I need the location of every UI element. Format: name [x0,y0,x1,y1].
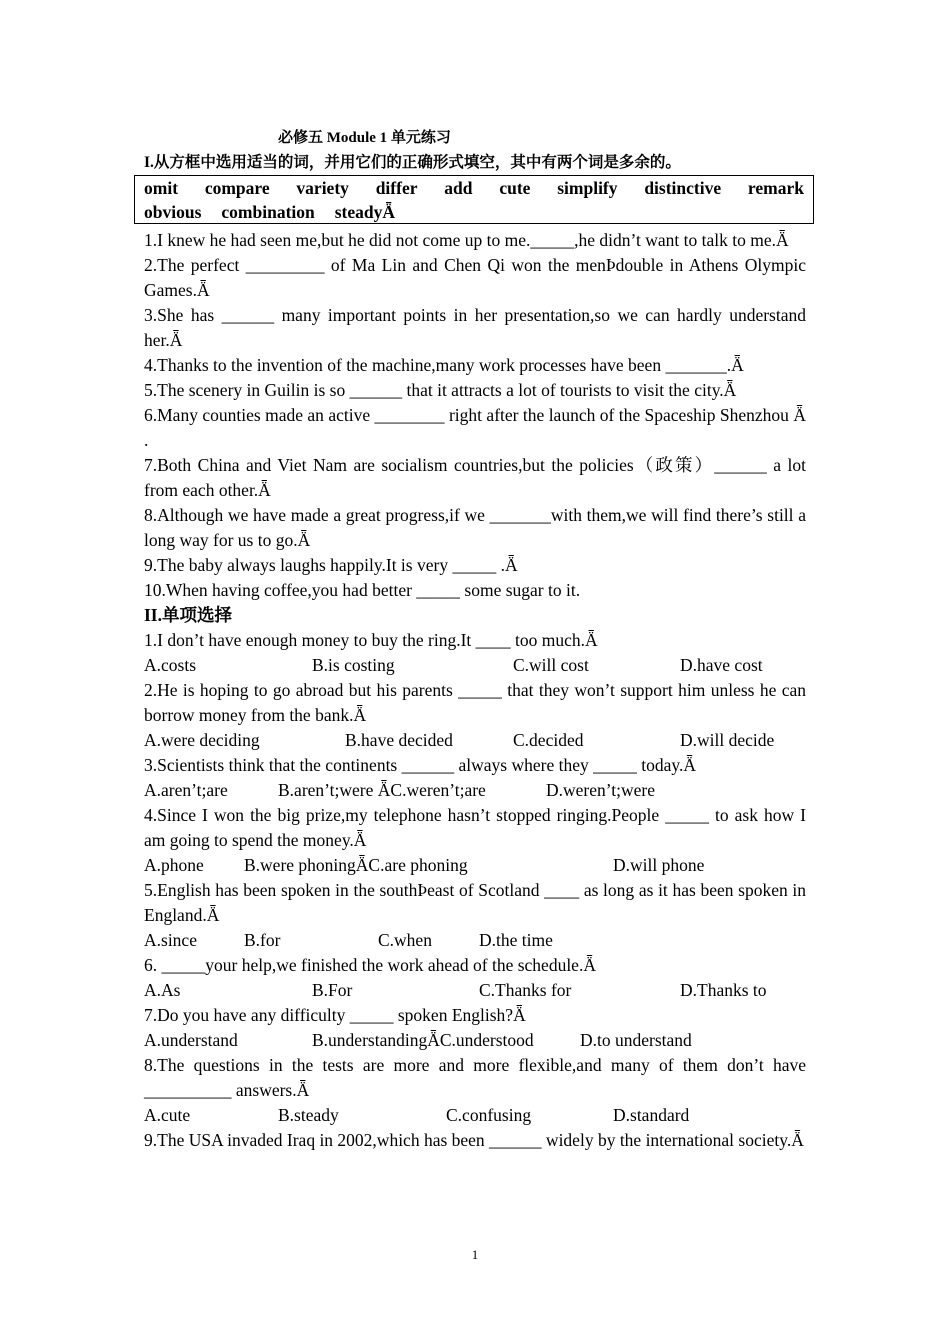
fill-item: 1.I knew he had seen me,but he did not come up to me._____,he didn’t want to talk to me.Ǟ [144,230,789,250]
page-number: 1 [471,1247,479,1262]
word: remark [747,178,804,198]
option: D.Thanks to [680,980,767,1000]
fill-item: 2.The perfect _________ of Ma Lin and Chen Qi won the menÞdouble in Athens Olympic Games.Ǟ [144,255,806,300]
word: obvious [144,202,202,222]
option: A.As [144,980,181,1000]
options [144,653,806,678]
question: 8.The questions in the tests are more and more flexible,and many of them don’t have __________ answers.Ǟ [144,1055,806,1100]
option: B.For [312,980,353,1000]
option: D.to understand [580,1030,692,1050]
option: A.understand [144,1030,238,1050]
word: differ [375,178,418,198]
fill-item: 5.The scenery in Guilin is so ______ that it attracts a lot of tourists to visit the city.Ǟ [144,380,737,400]
option: B.aren’t;were ǞC.weren’t;are [278,780,486,800]
section1-heading: I.从方框中选用适当的词，并用它们的正确形式填空，其中有两个词是多余的。 [144,154,681,171]
option: C.when [378,930,432,950]
word-box-row2 [144,202,804,223]
word: simplify [557,178,618,198]
options [144,978,806,1003]
option: C.decided [513,730,584,750]
option: A.phone [144,855,204,875]
option: B.for [244,930,281,950]
option: D.will phone [613,855,705,875]
option: D.standard [613,1105,690,1125]
fill-item: 3.She has ______ many important points in her presentation,so we can hardly understand her.Ǟ [144,305,806,350]
option: A.aren’t;are [144,780,228,800]
question: 7.Do you have any difficulty _____ spoken English?Ǟ [144,1005,526,1025]
question: 1.I don’t have enough money to buy the ring.It ____ too much.Ǟ [144,630,598,650]
option: B.were phoningǞC.are phoning [244,855,468,875]
fill-item: 8.Although we have made a great progress,if we _______with them,we will find there’s still a long way for us to go.Ǟ [144,505,806,550]
option: D.have cost [680,655,763,675]
option: B.is costing [312,655,395,675]
question: 5.English has been spoken in the southÞeast of Scotland ____ as long as it has been spoken in England.Ǟ [144,880,806,925]
fill-item: 7.Both China and Viet Nam are socialism countries,but the policies（政策）______ a lot from each other.Ǟ [144,455,806,500]
word-box [134,175,814,224]
word: steadyǞ [334,202,396,222]
option: A.were deciding [144,730,260,750]
word: cute [499,178,531,198]
option: D.weren’t;were [546,780,655,800]
option: C.confusing [446,1105,532,1125]
question: 4.Since I won the big prize,my telephone hasn’t stopped ringing.People _____ to ask how I am going to spend the money.Ǟ [144,805,806,850]
option: B.understandingǞC.understood [312,1030,534,1050]
option: B.have decided [345,730,453,750]
option: C.will cost [513,655,589,675]
option: A.costs [144,655,197,675]
question: 2.He is hoping to go abroad but his parents _____ that they won’t support him unless he can borrow money from the bank.Ǟ [144,680,806,725]
word: combination [221,202,315,222]
options [144,1028,806,1053]
word: variety [296,178,349,198]
fill-item: 10.When having coffee,you had better _____ some sugar to it. [144,580,581,600]
word: add [444,178,473,198]
options [144,778,806,803]
question: 3.Scientists think that the continents ______ always where they _____ today.Ǟ [144,755,696,775]
option: B.steady [278,1105,339,1125]
options [144,928,806,953]
fill-item: 4.Thanks to the invention of the machine,many work processes have been _______.Ǟ [144,355,744,375]
word: distinctive [644,178,722,198]
option: D.will decide [680,730,775,750]
word-box-row1 [144,178,804,199]
page-title: 必修五 Module 1 单元练习 [278,130,451,146]
option: A.since [144,930,197,950]
options [144,728,806,753]
exercise-body [144,228,806,1153]
word: omit [144,178,179,198]
word: compare [204,178,270,198]
options [144,1103,806,1128]
section2-heading: II.单项选择 [144,605,232,625]
fill-item: 6.Many counties made an active ________ right after the launch of the Spaceship Shenzhou Ǟ . [144,405,806,450]
option: C.Thanks for [479,980,572,1000]
options [144,853,806,878]
question: 6. _____your help,we finished the work ahead of the schedule.Ǟ [144,955,596,975]
option: A.cute [144,1105,191,1125]
option: D.the time [479,930,553,950]
fill-item: 9.The baby always laughs happily.It is very _____ .Ǟ [144,555,518,575]
question: 9.The USA invaded Iraq in 2002,which has been ______ widely by the international society.Ǟ [144,1130,804,1150]
